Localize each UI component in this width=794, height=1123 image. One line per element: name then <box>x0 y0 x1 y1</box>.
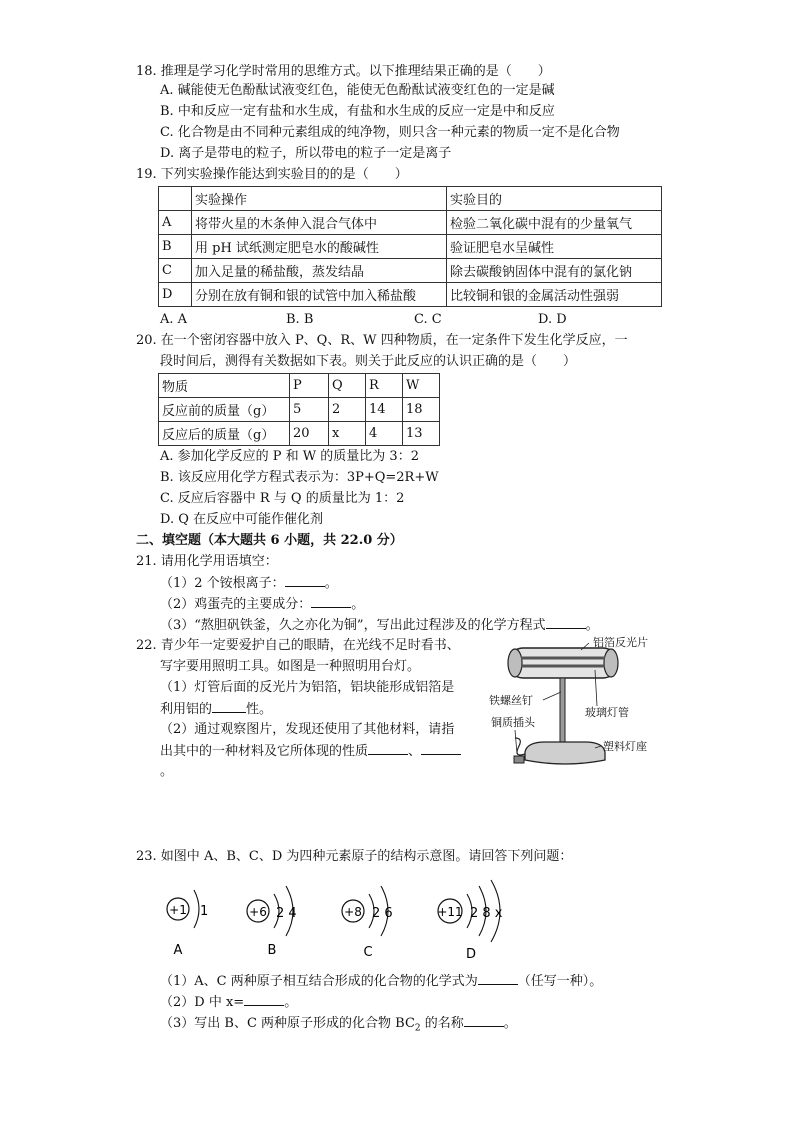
plug-icon <box>514 756 524 763</box>
table-cell: 实验操作 <box>192 187 447 211</box>
q21-part1-text: （1）2 个铵根离子： <box>160 576 285 591</box>
q20-option-d: D. Q 在反应中可能作催化剂 <box>160 512 324 527</box>
table-cell: 18 <box>403 398 440 422</box>
q22-part2-cont <box>160 742 461 761</box>
table-cell: 反应前的质量（g） <box>159 398 290 422</box>
q23-part1 <box>160 972 602 991</box>
shell-electrons: 2 6 <box>372 906 393 921</box>
q18-stem: 18. 推理是学习化学时常用的思维方式。以下推理结果正确的是（ ） <box>136 64 551 79</box>
nucleus-label: +6 <box>249 905 267 919</box>
q21-part2-end: 。 <box>351 597 365 612</box>
reflector-shape <box>509 648 617 678</box>
q20-stem-line1: 20. 在一个密闭容器中放入 P、Q、R、W 四种物质，在一定条件下发生化学反应，一 <box>136 333 628 348</box>
q21-part1 <box>160 574 338 593</box>
q22-part2-end: 。 <box>160 764 174 779</box>
shell-electrons: 2 8 x <box>470 906 503 921</box>
atom-label: B <box>267 943 277 958</box>
q22-part2: （2）通过观察图片，发现还使用了其他材料，请指 <box>160 722 455 737</box>
answer-blank[interactable] <box>368 742 408 755</box>
nucleus-label: +1 <box>169 903 187 917</box>
answer-blank[interactable] <box>311 595 351 608</box>
table-cell: 验证肥皂水呈碱性 <box>447 235 662 259</box>
q20-table <box>158 373 440 446</box>
q19-option-b: B. B <box>286 312 314 327</box>
table-cell: 除去碳酸钠固体中混有的氯化钠 <box>447 259 662 283</box>
answer-blank[interactable] <box>212 700 246 713</box>
answer-blank[interactable] <box>478 972 518 985</box>
atom-structure-diagrams <box>160 874 540 966</box>
table-cell: D <box>159 283 192 307</box>
table-cell: 反应后的质量（g） <box>159 422 290 446</box>
q23-stem: 23. 如图中 A、B、C、D 为四种元素原子的结构示意图。请回答下列问题： <box>136 849 573 864</box>
nucleus-label: +11 <box>437 905 463 919</box>
label-tube: 玻璃灯管 <box>585 706 629 719</box>
q18-option-c: C. 化合物是由不同种元素组成的纯净物，则只含一种元素的物质一定不是化合物 <box>160 125 620 140</box>
q23-part1-text: （1）A、C 两种原子相互结合形成的化合物的化学式为 <box>160 974 478 989</box>
desk-lamp-figure <box>485 634 670 776</box>
table-cell: 实验目的 <box>447 187 662 211</box>
q22-part1: （1）灯管后面的反光片为铝箔，铝块能形成铝箔是 <box>160 680 455 695</box>
q19-table <box>158 186 662 307</box>
q21-part2 <box>160 595 364 614</box>
table-row <box>159 211 662 235</box>
table-cell: Q <box>329 374 366 398</box>
lamp-end-cap <box>604 649 618 677</box>
q20-stem-line2: 段时间后，测得有关数据如下表。则关于此反应的认识正确的是（ ） <box>160 354 577 369</box>
table-cell: 14 <box>366 398 403 422</box>
table-cell: P <box>290 374 329 398</box>
q19-stem: 19. 下列实验操作能达到实验目的的是（ ） <box>136 167 408 182</box>
label-plug: 铜质插头 <box>491 716 535 729</box>
table-cell: B <box>159 235 192 259</box>
q18-option-a: A. 碱能使无色酚酞试液变红色，能使无色酚酞试液变红色的一定是碱 <box>160 83 555 98</box>
q20-option-c: C. 反应后容器中 R 与 Q 的质量比为 1：2 <box>160 491 405 506</box>
table-cell: 20 <box>290 422 329 446</box>
leader-line <box>515 730 517 754</box>
q22-line2: 写字要用照明工具。如图是一种照明用台灯。 <box>160 659 421 674</box>
atom-diagram-c <box>342 886 393 960</box>
table-row <box>159 422 440 446</box>
q18-option-b: B. 中和反应一定有盐和水生成，有盐和水生成的反应一定是中和反应 <box>160 104 555 119</box>
lamp-stand <box>560 678 565 750</box>
q19-option-c: C. C <box>414 312 442 327</box>
q22-part1-end: 性。 <box>246 702 273 717</box>
atom-diagram-b <box>247 886 297 958</box>
leader-line <box>543 692 561 700</box>
table-cell: x <box>329 422 366 446</box>
q19-option-a: A. A <box>160 312 188 327</box>
atom-label: D <box>465 947 477 962</box>
table-row <box>159 235 662 259</box>
table-cell: 将带火星的木条伸入混合气体中 <box>192 211 447 235</box>
q23-part2 <box>160 993 297 1012</box>
table-cell: R <box>366 374 403 398</box>
answer-blank[interactable] <box>421 742 461 755</box>
q21-part3-end: 。 <box>585 618 599 633</box>
table-cell: 物质 <box>159 374 290 398</box>
q19-option-d: D. D <box>538 312 567 327</box>
q22-part1-cont <box>160 700 272 719</box>
q20-option-a: A. 参加化学反应的 P 和 W 的质量比为 3：2 <box>160 449 419 464</box>
label-screw: 铁螺丝钉 <box>489 694 533 707</box>
section-title: 二、填空题（本大题共 6 小题，共 22.0 分） <box>136 533 403 548</box>
table-cell: W <box>403 374 440 398</box>
table-cell: 分别在放有铜和银的试管中加入稀盐酸 <box>192 283 447 307</box>
q22-part2-cont-text: 出其中的一种材料及它所体现的性质 <box>160 744 369 759</box>
q22-part2-sep: 、 <box>408 744 422 759</box>
table-cell: 5 <box>290 398 329 422</box>
q23-part1-end: （任写一种）。 <box>517 974 603 989</box>
label-foil: 铝箔反光片 <box>593 636 648 649</box>
table-header-row <box>159 187 662 211</box>
table-cell: A <box>159 211 192 235</box>
table-cell: C <box>159 259 192 283</box>
answer-blank[interactable] <box>244 993 284 1006</box>
q20-option-b: B. 该反应用化学方程式表示为：3P+Q=2R+W <box>160 470 439 485</box>
lamp-base <box>525 742 605 764</box>
table-cell <box>159 187 192 211</box>
q21-part3-text: （3）“熬胆矾铁釜，久之亦化为铜”，写出此过程涉及的化学方程式 <box>160 618 546 633</box>
table-cell: 检验二氧化碳中混有的少量氧气 <box>447 211 662 235</box>
q23-part3-mid: 的名称 <box>420 1016 464 1031</box>
q23-part2-text: （2）D 中 x= <box>160 995 245 1010</box>
q22-part1-cont-text: 利用铝的 <box>160 702 213 717</box>
atom-label: C <box>363 945 373 960</box>
q23-part3 <box>160 1014 517 1038</box>
q18-option-d: D. 离子是带电的粒子，所以带电的粒子一定是离子 <box>160 146 452 161</box>
q23-part3-end: 。 <box>503 1016 517 1031</box>
q23-part2-end: 。 <box>284 995 298 1010</box>
q23-part3-text: （3）写出 B、C 两种原子形成的化合物 BC <box>160 1016 415 1031</box>
answer-blank[interactable] <box>546 616 586 629</box>
label-base: 塑料灯座 <box>603 740 647 753</box>
atom-diagram-a <box>167 890 208 958</box>
answer-blank[interactable] <box>285 574 325 587</box>
table-row <box>159 283 662 307</box>
table-cell: 用 pH 试纸测定肥皂水的酸碱性 <box>192 235 447 259</box>
q21-part2-text: （2）鸡蛋壳的主要成分： <box>160 597 312 612</box>
table-cell: 2 <box>329 398 366 422</box>
answer-blank[interactable] <box>464 1014 504 1027</box>
table-cell: 13 <box>403 422 440 446</box>
q21-part1-end: 。 <box>324 576 338 591</box>
shell-electrons: 2 4 <box>276 906 297 921</box>
table-cell: 比较铜和银的金属活动性强弱 <box>447 283 662 307</box>
q22-line1: 22. 青少年一定要爱护自己的眼睛，在光线不足时看书、 <box>136 638 460 653</box>
nucleus-label: +8 <box>344 905 362 919</box>
atom-diagram-d <box>437 880 502 962</box>
lamp-end-cap <box>508 649 522 677</box>
q21-stem: 21. 请用化学用语填空： <box>136 554 278 569</box>
table-row <box>159 398 440 422</box>
atom-label: A <box>173 943 183 958</box>
subscript: 2 <box>414 1023 421 1034</box>
table-cell: 4 <box>366 422 403 446</box>
table-header-row <box>159 374 440 398</box>
q21-part3 <box>160 616 599 635</box>
shell-electrons: 1 <box>200 904 209 919</box>
table-row <box>159 259 662 283</box>
table-cell: 加入足量的稀盐酸，蒸发结晶 <box>192 259 447 283</box>
